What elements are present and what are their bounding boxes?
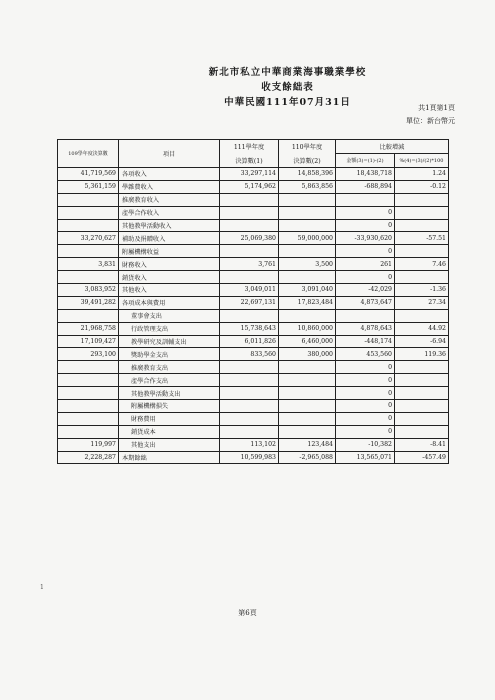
item-cell: 教學研究及訓輔支出 [119,335,220,348]
amount-cell: 0 [336,271,395,284]
y111-cell: 6,011,826 [220,335,279,348]
percent-cell: 119.36 [395,348,449,361]
y110-cell [279,361,336,374]
y111-cell [220,400,279,413]
col-comparison: 比較增減 [336,140,449,154]
percent-cell: -6.94 [395,335,449,348]
item-cell: 推廣教育支出 [119,361,220,374]
school-name: 新北市私立中華商業海事職業學校 [208,67,367,78]
prev-year-cell [58,219,119,232]
item-cell: 董事會支出 [119,309,220,322]
amount-cell: 0 [336,206,395,219]
table-row [58,296,449,309]
y110-cell [279,425,336,438]
y110-cell: 3,500 [279,258,336,271]
y111-cell [220,387,279,400]
prev-year-cell: 3,083,952 [58,284,119,297]
col-item: 項目 [119,140,220,168]
item-cell: 行政管理支出 [119,322,220,335]
table-body [58,168,449,464]
table-row [58,387,449,400]
item-cell: 銷貨收入 [119,271,220,284]
amount-cell: 13,565,071 [336,451,395,464]
prev-year-cell [58,206,119,219]
y110-cell [279,412,336,425]
y110-cell [279,309,336,322]
item-cell: 推廣教育收入 [119,193,220,206]
table-row [58,168,449,181]
prev-year-cell [58,361,119,374]
col-amount: 金額(3)=(1)-(2) [336,154,395,168]
prev-year-cell [58,387,119,400]
amount-cell: 0 [336,374,395,387]
item-cell: 產學合作收入 [119,206,220,219]
col-110-bottom: 決算數(2) [279,154,336,168]
prev-year-cell: 33,270,627 [58,232,119,245]
y111-cell [220,193,279,206]
currency-unit: 單位：新台幣元 [406,117,455,125]
margin-mark: 1 [40,584,44,591]
amount-cell: 0 [336,412,395,425]
table-row [58,284,449,297]
prev-year-cell [58,245,119,258]
percent-cell [395,425,449,438]
y111-cell [220,271,279,284]
percent-cell [395,271,449,284]
col-111-bottom: 決算數(1) [220,154,279,168]
table-row [58,361,449,374]
prev-year-cell: 39,491,282 [58,296,119,309]
amount-cell: 0 [336,219,395,232]
percent-cell [395,412,449,425]
amount-cell: 18,438,718 [336,168,395,181]
table-row [58,206,449,219]
page-number: 第6頁 [238,609,257,617]
table-row [58,348,449,361]
amount-cell: 261 [336,258,395,271]
y111-cell: 33,297,114 [220,168,279,181]
y110-cell: -2,965,088 [279,451,336,464]
table-row [58,412,449,425]
y110-cell: 380,000 [279,348,336,361]
prev-year-cell [58,271,119,284]
item-cell: 其他教學活動收入 [119,219,220,232]
item-cell: 各項成本與費用 [119,296,220,309]
table-row [58,322,449,335]
table-row [58,335,449,348]
percent-cell [395,374,449,387]
percent-cell [395,193,449,206]
prev-year-cell: 3,831 [58,258,119,271]
percent-cell: -0.12 [395,180,449,193]
report-date: 中華民國111年07月31日 [224,97,351,108]
amount-cell: 0 [336,387,395,400]
header-row-1 [58,140,449,154]
percent-cell [395,400,449,413]
prev-year-cell: 21,968,758 [58,322,119,335]
percent-cell [395,219,449,232]
y110-cell [279,400,336,413]
prev-year-cell [58,193,119,206]
col-110-top: 110學年度 [279,140,336,154]
item-cell: 補助及捐贈收入 [119,232,220,245]
y111-cell [220,361,279,374]
y110-cell: 10,860,000 [279,322,336,335]
item-cell: 學雜費收入 [119,180,220,193]
table-row [58,309,449,322]
item-cell: 獎助學金支出 [119,348,220,361]
y111-cell [220,425,279,438]
item-cell: 財務費用 [119,412,220,425]
amount-cell: 4,873,647 [336,296,395,309]
percent-cell: -8.41 [395,438,449,451]
prev-year-cell [58,412,119,425]
percent-cell [395,245,449,258]
item-cell: 銷貨成本 [119,425,220,438]
table-row [58,180,449,193]
amount-cell: 0 [336,361,395,374]
amount-cell: -33,930,620 [336,232,395,245]
y111-cell: 5,174,962 [220,180,279,193]
amount-cell [336,193,395,206]
percent-cell [395,387,449,400]
y111-cell: 15,738,643 [220,322,279,335]
y111-cell: 3,761 [220,258,279,271]
amount-cell: -448,174 [336,335,395,348]
y110-cell [279,219,336,232]
y110-cell [279,206,336,219]
item-cell: 產學合作支出 [119,374,220,387]
y110-cell [279,245,336,258]
income-expense-table [57,139,449,464]
prev-year-cell: 2,228,287 [58,451,119,464]
amount-cell: 0 [336,400,395,413]
y110-cell: 5,863,856 [279,180,336,193]
table-row [58,245,449,258]
prev-year-cell: 17,109,427 [58,335,119,348]
table-row [58,425,449,438]
y111-cell: 113,102 [220,438,279,451]
table-row [58,374,449,387]
item-cell: 其他支出 [119,438,220,451]
item-cell: 其他教學活動支出 [119,387,220,400]
prev-year-cell [58,425,119,438]
table-row [58,451,449,464]
amount-cell: -42,029 [336,284,395,297]
item-cell: 其他收入 [119,284,220,297]
table-row [58,400,449,413]
amount-cell: -10,382 [336,438,395,451]
y111-cell [220,374,279,387]
y110-cell: 17,823,484 [279,296,336,309]
item-cell: 附屬機構損失 [119,400,220,413]
amount-cell: 0 [336,425,395,438]
y110-cell [279,374,336,387]
percent-cell: -57.51 [395,232,449,245]
percent-cell [395,309,449,322]
item-cell: 附屬機構收益 [119,245,220,258]
y111-cell: 25,069,380 [220,232,279,245]
table-row [58,438,449,451]
report-title: 收支餘絀表 [261,82,314,93]
col-percent: %(4)=(3)/(2)*100 [395,154,449,168]
amount-cell: 453,560 [336,348,395,361]
y110-cell: 3,091,040 [279,284,336,297]
y110-cell: 59,000,000 [279,232,336,245]
y110-cell: 123,484 [279,438,336,451]
y110-cell [279,193,336,206]
y111-cell: 10,599,983 [220,451,279,464]
percent-cell: 7.46 [395,258,449,271]
y110-cell: 6,460,000 [279,335,336,348]
prev-year-cell [58,374,119,387]
percent-cell [395,361,449,374]
table-row [58,193,449,206]
item-cell: 各項收入 [119,168,220,181]
y111-cell [220,309,279,322]
amount-cell: -688,894 [336,180,395,193]
amount-cell: 4,878,643 [336,322,395,335]
item-cell: 本期餘絀 [119,451,220,464]
page-info: 共1頁第1頁 [418,104,455,112]
prev-year-cell [58,309,119,322]
y111-cell: 833,560 [220,348,279,361]
percent-cell: -1.36 [395,284,449,297]
percent-cell: 1.24 [395,168,449,181]
y111-cell [220,412,279,425]
percent-cell: 44.92 [395,322,449,335]
prev-year-cell: 41,719,569 [58,168,119,181]
item-cell: 財務收入 [119,258,220,271]
table-row [58,219,449,232]
amount-cell [336,309,395,322]
prev-year-cell [58,400,119,413]
percent-cell: -457.49 [395,451,449,464]
table-row [58,271,449,284]
y111-cell [220,206,279,219]
y111-cell [220,219,279,232]
percent-cell [395,206,449,219]
y110-cell [279,387,336,400]
col-111-top: 111學年度 [220,140,279,154]
y111-cell: 3,049,011 [220,284,279,297]
col-prev-year: 109學年度決算數 [58,140,119,168]
prev-year-cell: 5,361,159 [58,180,119,193]
y110-cell: 14,858,396 [279,168,336,181]
y111-cell [220,245,279,258]
y111-cell: 22,697,131 [220,296,279,309]
amount-cell: 0 [336,245,395,258]
y110-cell [279,271,336,284]
percent-cell: 27.34 [395,296,449,309]
prev-year-cell: 293,100 [58,348,119,361]
table-row [58,232,449,245]
prev-year-cell: 119,997 [58,438,119,451]
table-row [58,258,449,271]
